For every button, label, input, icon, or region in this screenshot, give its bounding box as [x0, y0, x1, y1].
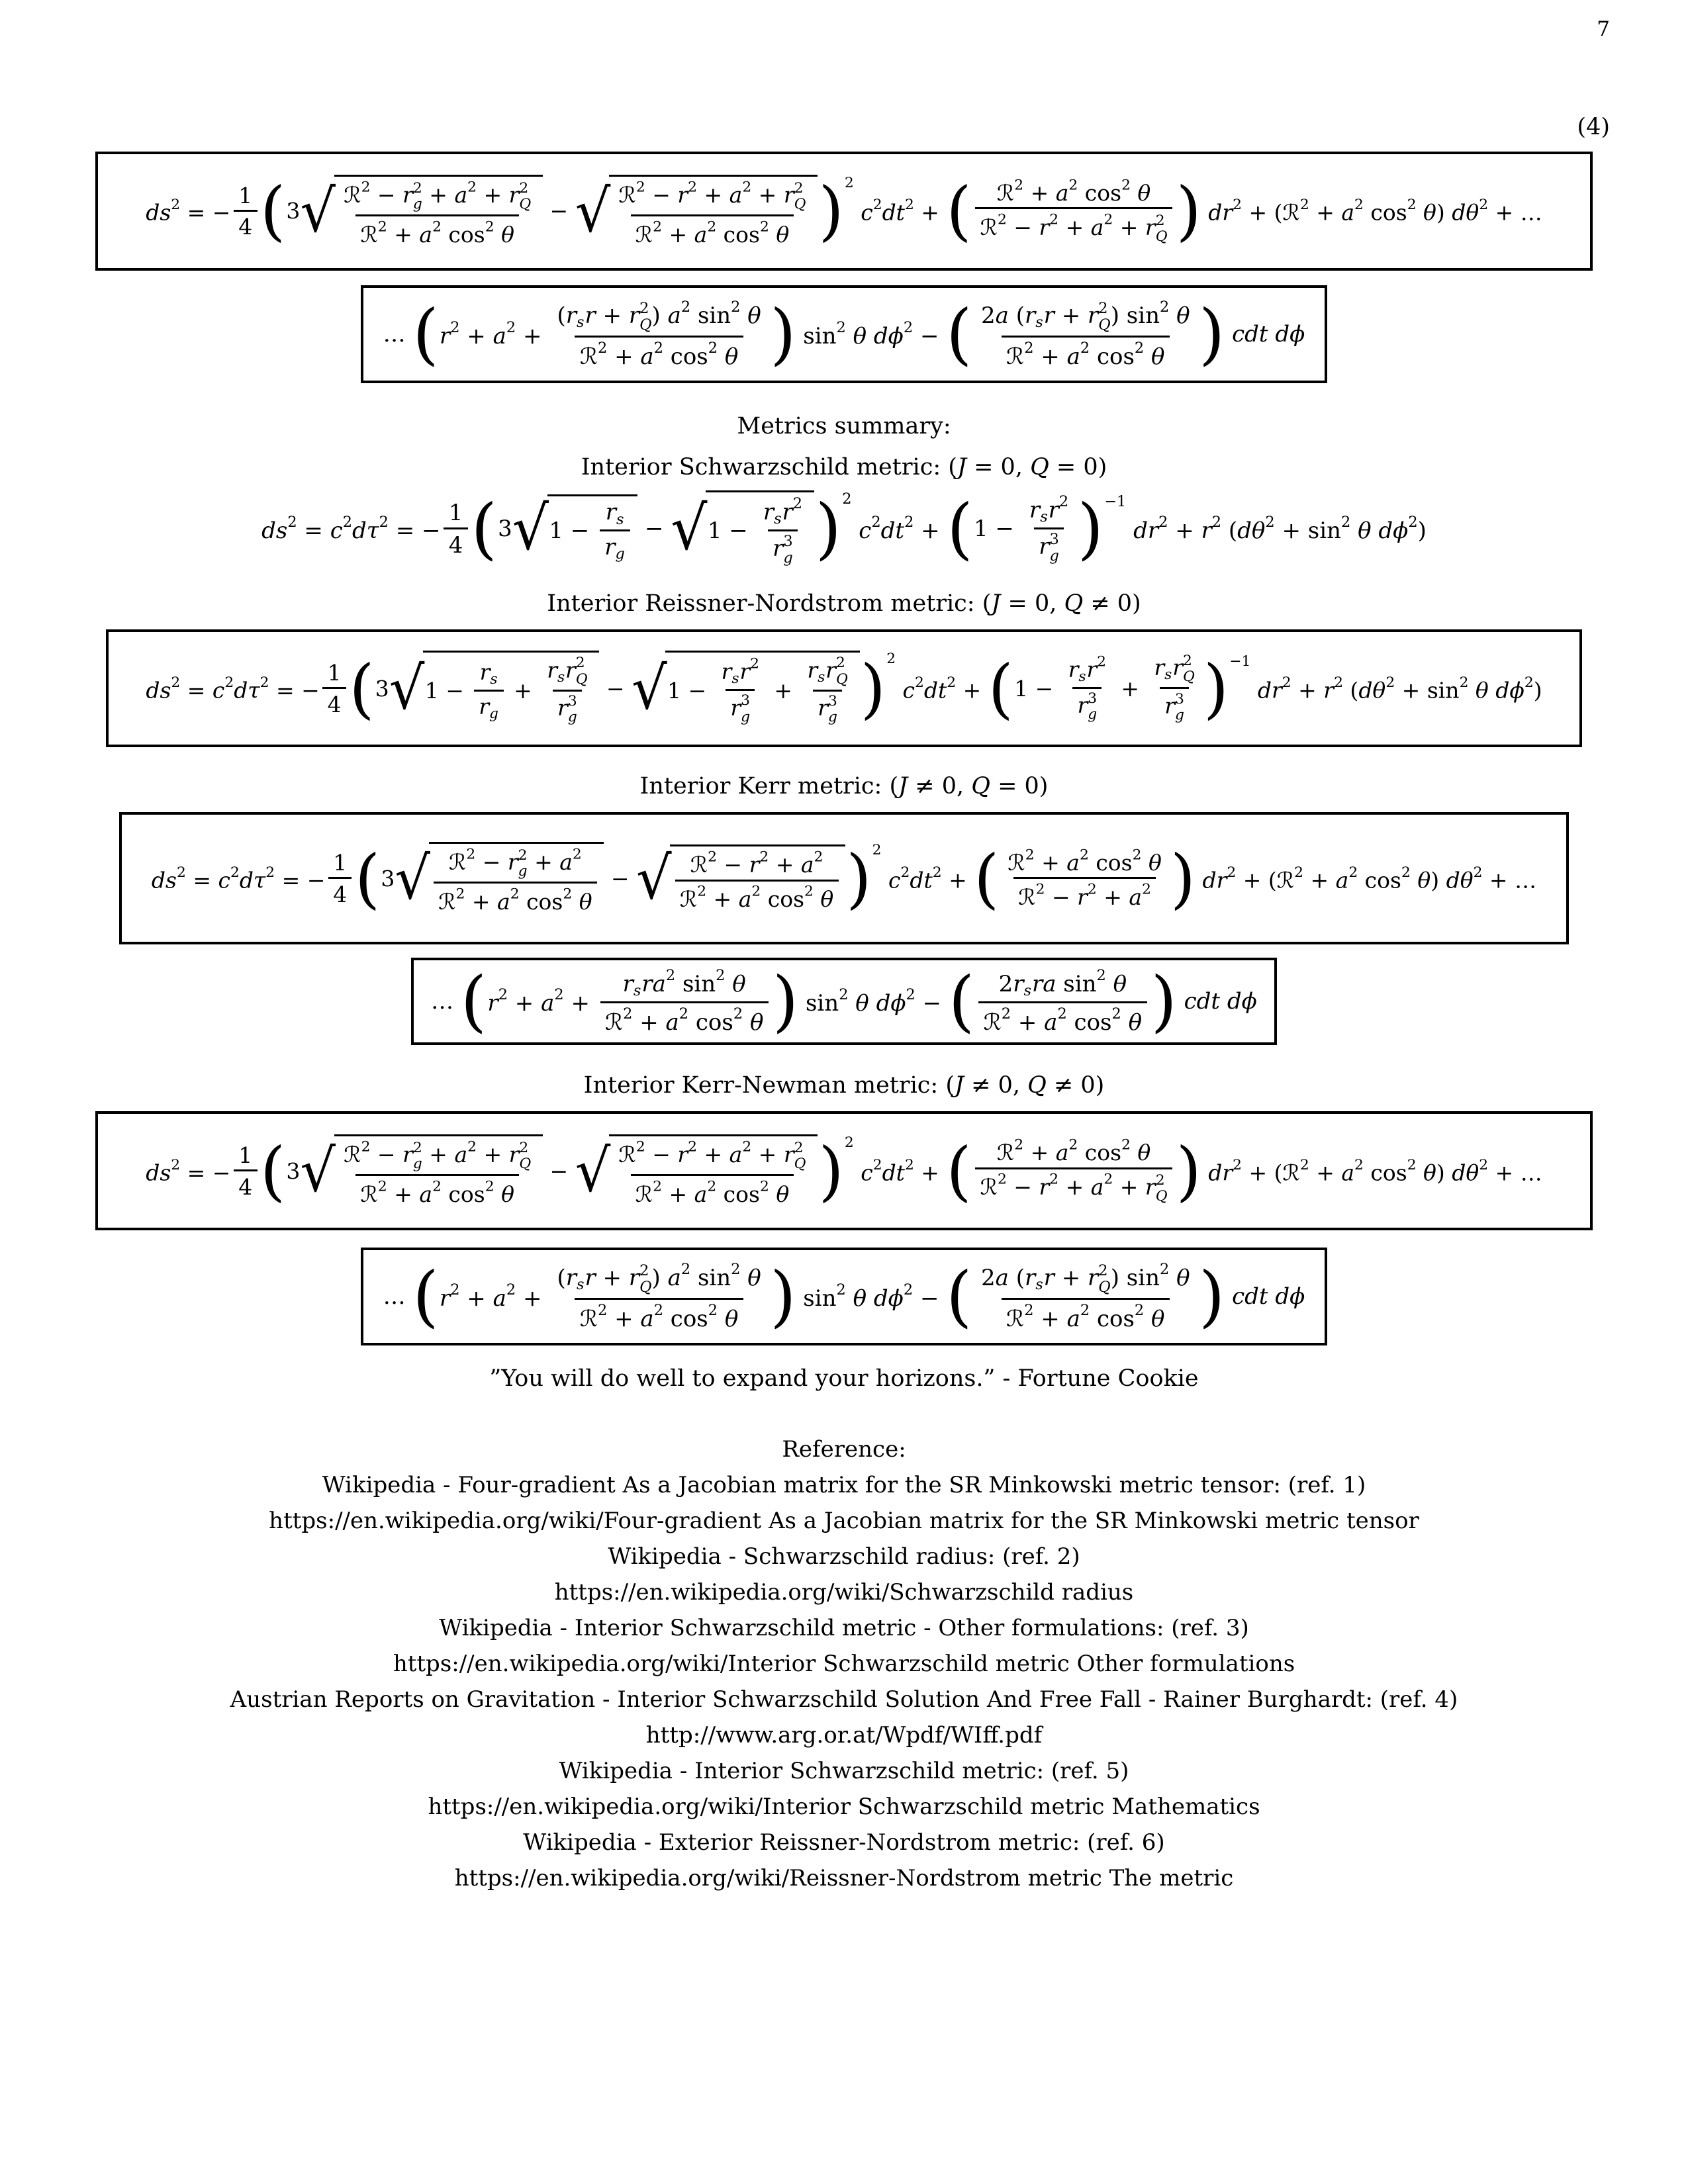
metrics-summary-heading: Metrics summary:	[737, 413, 951, 439]
equation-box-kerr-newman-line1	[95, 1111, 1593, 1230]
references-section	[0, 1432, 1688, 1896]
reference-line: https://en.wikipedia.org/wiki/Interior Schwarzschild metric Other formulations	[393, 1651, 1295, 1678]
schwarzschild-heading-condition: (J = 0, Q = 0)	[948, 454, 1107, 480]
kerr-heading-label: Interior Kerr metric:	[639, 773, 890, 800]
reference-line: Wikipedia - Exterior Reissner-Nordstrom metric: (ref. 6)	[523, 1829, 1165, 1856]
reference-line: Wikipedia - Four-gradient As a Jacobian matrix for the SR Minkowski metric tensor: (ref. 1)	[322, 1472, 1366, 1499]
reference-line: Austrian Reports on Gravitation - Interior Schwarzschild Solution And Free Fall - Rainer Burghardt: (ref. 4)	[230, 1686, 1458, 1713]
page-number: 7	[1597, 17, 1610, 41]
reference-line: https://en.wikipedia.org/wiki/Four-gradient As a Jacobian matrix for the SR Minkowski metric tensor	[269, 1508, 1419, 1535]
reference-line: Wikipedia - Interior Schwarzschild metric - Other formulations: (ref. 3)	[439, 1615, 1249, 1642]
kerr-equation-line2: … ( $r^2 + a^2$ + rsra$^2$ $\sin^2 \theta$ ℛ$^2$ + $a^2$ $\cos^2 \theta$ ) $\sin^2 \theta$ $d\phi^2$ − ( 2rsra $\sin^2 \theta$ ℛ$^2$ + $a^2$ $\cos^2 \theta$ ) cdt dϕ	[431, 962, 1257, 1040]
kerr-newman-heading-condition: (J ≠ 0, Q ≠ 0)	[945, 1072, 1105, 1099]
schwarzschild-equation: $ds^2 = c^2d\tau^2$ = − $\frac{1}{4}$ ( 3 √ 1 − $\frac{rs}{rg}$ − √ 1 − rsr$^2$ r 3 g ) 2 $c^2dt^2$ + ( 1 − rsr$^2$ r 3 g ) −1 $dr^2 + r^2$ ($d\theta^2 + \sin^2 \theta$ $d\phi^2$)	[261, 489, 1427, 567]
equation-box-eq4-line1	[95, 152, 1593, 271]
equation-eq4-line1: $ds^2$ = − $\frac{1}{4}$ ( 3 √ ℛ$^2$ − r 2 g + $a^2 + r$ 2 Q ℛ$^2$ + $a^2$ $\cos^2 \theta$ − √ ℛ$^2$ − $r^2 + a^2 + r$ 2 Q ℛ$^2$ + $a^2$ $\cos^2 \theta$ ) 2 $c^2dt^2$ + ( ℛ$^2$ + $a^2$ $\cos^2 \theta$ ℛ$^2$ − $r^2 + a^2 + r$ 2 Q ) $dr^2$ + (ℛ$^2$ + $a^2$ $\cos^2 \theta$) $d\theta^2$ + …	[146, 173, 1542, 249]
kerr-heading	[0, 770, 1688, 803]
reference-line: https://en.wikipedia.org/wiki/Schwarzschild radius	[554, 1579, 1134, 1606]
schwarzschild-equation-row	[0, 490, 1688, 567]
equation-box-eq4-line2	[361, 285, 1328, 383]
kerr-heading-condition: (J ≠ 0, Q = 0)	[889, 773, 1049, 800]
references-title: Reference:	[782, 1436, 906, 1463]
equation-box-kerr-newman-line2	[361, 1248, 1328, 1345]
kerr-equation-line1: $ds^2 = c^2d\tau^2$ = − $\frac{1}{4}$ ( 3 √ ℛ$^2$ − r 2 g + $a^2$ ℛ$^2$ + $a^2$ $\cos^2 \theta$ − √ ℛ$^2$ − $r^2 + a^2$ ℛ$^2$ + $a^2$ $\cos^2 \theta$ ) 2 $c^2dt^2$ + ( ℛ$^2$ + $a^2$ $\cos^2 \theta$ ℛ$^2$ − $r^2 + a^2$ ) $dr^2$ + (ℛ$^2$ + $a^2$ $\cos^2 \theta$) $d\theta^2$ + …	[151, 841, 1537, 916]
fortune-cookie-quote: ”You will do well to expand your horizons.” - Fortune Cookie	[489, 1365, 1199, 1392]
kerr-newman-equation-line2: … ( $r^2 + a^2$ + (rsr + r 2 Q ) $a^2$ $\sin^2 \theta$ ℛ$^2$ + $a^2$ $\cos^2 \theta$ ) $\sin^2 \theta$ $d\phi^2$ − ( 2a (rsr + r 2 Q ) $\sin^2 \theta$ ℛ$^2$ + $a^2$ $\cos^2 \theta$ ) cdt dϕ	[383, 1257, 1305, 1336]
schwarzschild-heading	[0, 451, 1688, 484]
kerr-newman-equation-line1: $ds^2$ = − $\frac{1}{4}$ ( 3 √ ℛ$^2$ − r 2 g + $a^2 + r$ 2 Q ℛ$^2$ + $a^2$ $\cos^2 \theta$ − √ ℛ$^2$ − $r^2 + a^2 + r$ 2 Q ℛ$^2$ + $a^2$ $\cos^2 \theta$ ) 2 $c^2dt^2$ + ( ℛ$^2$ + $a^2$ $\cos^2 \theta$ ℛ$^2$ − $r^2 + a^2 + r$ 2 Q ) $dr^2$ + (ℛ$^2$ + $a^2$ $\cos^2 \theta$) $d\theta^2$ + …	[146, 1133, 1542, 1208]
kerr-newman-heading-label: Interior Kerr-Newman metric:	[583, 1072, 946, 1099]
equation-eq4-line2: … ( $r^2 + a^2$ + (rsr + r 2 Q ) $a^2$ $\sin^2 \theta$ ℛ$^2$ + $a^2$ $\cos^2 \theta$ ) $\sin^2 \theta$ $d\phi^2$ − ( 2a (rsr + r 2 Q ) $\sin^2 \theta$ ℛ$^2$ + $a^2$ $\cos^2 \theta$ ) cdt dϕ	[383, 295, 1305, 373]
reference-line: https://en.wikipedia.org/wiki/Reissner-Nordstrom metric The metric	[454, 1865, 1234, 1892]
reissner-equation: $ds^2 = c^2d\tau^2$ = − $\frac{1}{4}$ ( 3 √ 1 − $\frac{rs}{rg}$ + rsr 2 Q r 3 g − √ 1 − rsr$^2$ r 3 g + rsr 2 Q r 3 g ) 2 $c^2dt^2$ + ( 1 − rsr$^2$ r 3 g + rsr 2 Q r 3 g ) −1 $dr^2 + r^2$ ($d\theta^2 + \sin^2 \theta$ $d\phi^2$)	[146, 651, 1542, 726]
kerr-newman-heading	[0, 1069, 1688, 1102]
reissner-heading-label: Interior Reissner-Nordstrom metric:	[547, 590, 982, 617]
reference-line: Wikipedia - Schwarzschild radius: (ref. 2)	[608, 1543, 1080, 1570]
reference-line: https://en.wikipedia.org/wiki/Interior Schwarzschild metric Mathematics	[428, 1794, 1260, 1821]
reference-line: Wikipedia - Interior Schwarzschild metric: (ref. 5)	[559, 1758, 1129, 1785]
equation-box-kerr-line1	[119, 812, 1569, 944]
equation-box-reissner	[106, 629, 1582, 747]
schwarzschild-heading-label: Interior Schwarzschild metric:	[581, 454, 949, 480]
equation-number: (4)	[1577, 114, 1610, 140]
reference-line: http://www.arg.or.at/Wpdf/WIff.pdf	[645, 1722, 1043, 1749]
reissner-heading-condition: (J = 0, Q ≠ 0)	[982, 590, 1141, 617]
reissner-heading	[0, 587, 1688, 620]
equation-box-kerr-line2	[411, 958, 1277, 1045]
